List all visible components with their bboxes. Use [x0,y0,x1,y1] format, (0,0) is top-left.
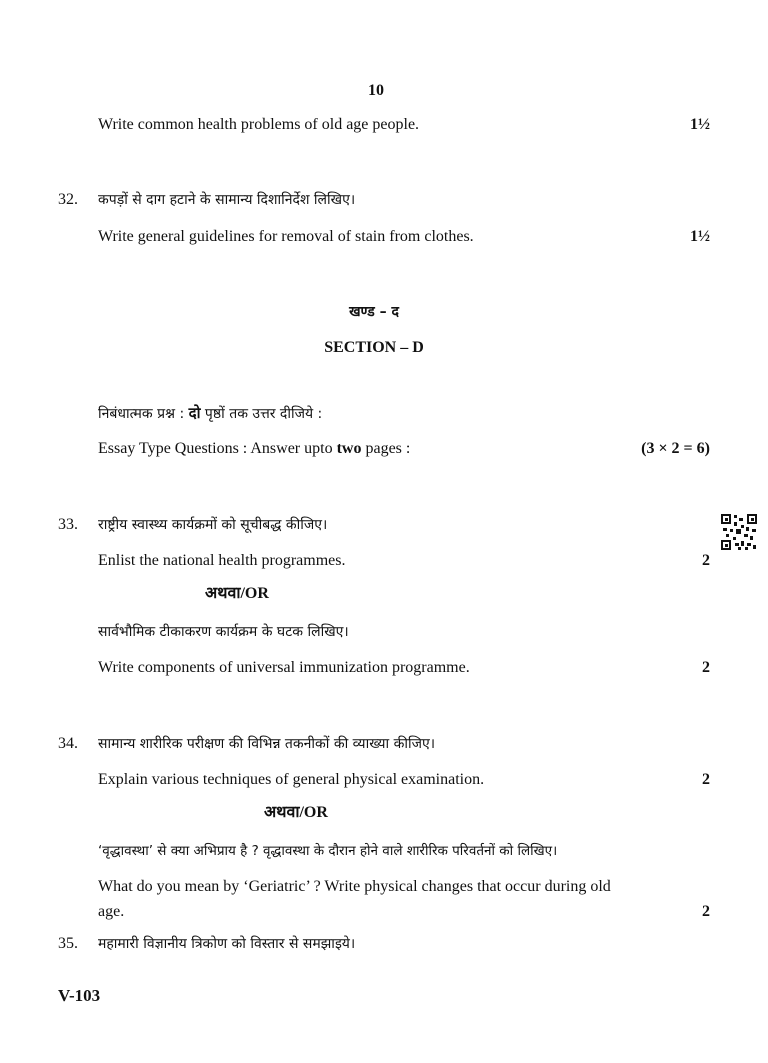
q32-english: Write general guidelines for removal of stain from clothes. [98,228,474,245]
q34-hindi: सामान्य शारीरिक परीक्षण की विभिन्न तकनीकों की व्याख्या कीजिए। [98,736,436,752]
q33-or-label: अथवा/OR [205,585,269,602]
section-english-title: SECTION – D [324,339,424,356]
q33-alt-marks: 2 [702,659,710,676]
footer-code: V-103 [58,986,101,1005]
q34-marks: 2 [702,771,710,788]
q34-number: 34. [58,735,78,752]
qr-code-icon [721,514,757,550]
q32-marks: 1½ [690,228,710,245]
q32-hindi: कपड़ों से दाग हटाने के सामान्य दिशानिर्देश लिखिए। [98,192,356,208]
q34-alt-english-line1: What do you mean by ‘Geriatric’ ? Write physical changes that occur during old [98,878,611,895]
q33-marks: 2 [702,552,710,569]
q31-english: Write common health problems of old age people. [98,116,420,133]
section-hindi-title: खण्ड – द [349,304,399,320]
q33-alt-hindi: सार्वभौमिक टीकाकरण कार्यक्रम के घटक लिखिए। [98,624,349,640]
q32-number: 32. [58,191,78,208]
q35-number: 35. [58,935,78,952]
q34-or-label: अथवा/OR [264,804,328,821]
q34-alt-english-line2: age. [98,903,125,920]
q33-hindi: राष्ट्रीय स्वास्थ्य कार्यक्रमों को सूचीबद्ध कीजिए। [98,517,328,533]
q34-alt-hindi: ‘वृद्धावस्था’ से क्या अभिप्राय है ? वृद्धावस्था के दौरान होने वाले शारीरिक परिवर्तनों को लिखिए। [98,843,558,859]
q34-english: Explain various techniques of general physical examination. [98,771,485,788]
q34-alt-marks: 2 [702,903,710,920]
section-marks-formula: (3 × 2 = 6) [641,440,710,457]
q33-alt-english: Write components of universal immunization programme. [98,659,470,676]
section-instruction-english: Essay Type Questions : Answer upto two pages : [98,440,411,457]
q33-english: Enlist the national health programmes. [98,552,346,569]
section-instruction-hindi: निबंधात्मक प्रश्न : दो पृष्ठों तक उत्तर दीजिये : [98,404,323,422]
q35-hindi: महामारी विज्ञानीय त्रिकोण को विस्तार से समझाइये। [98,936,356,952]
q33-number: 33. [58,516,78,533]
q31-marks: 1½ [690,116,710,133]
page-number: 10 [368,82,384,99]
